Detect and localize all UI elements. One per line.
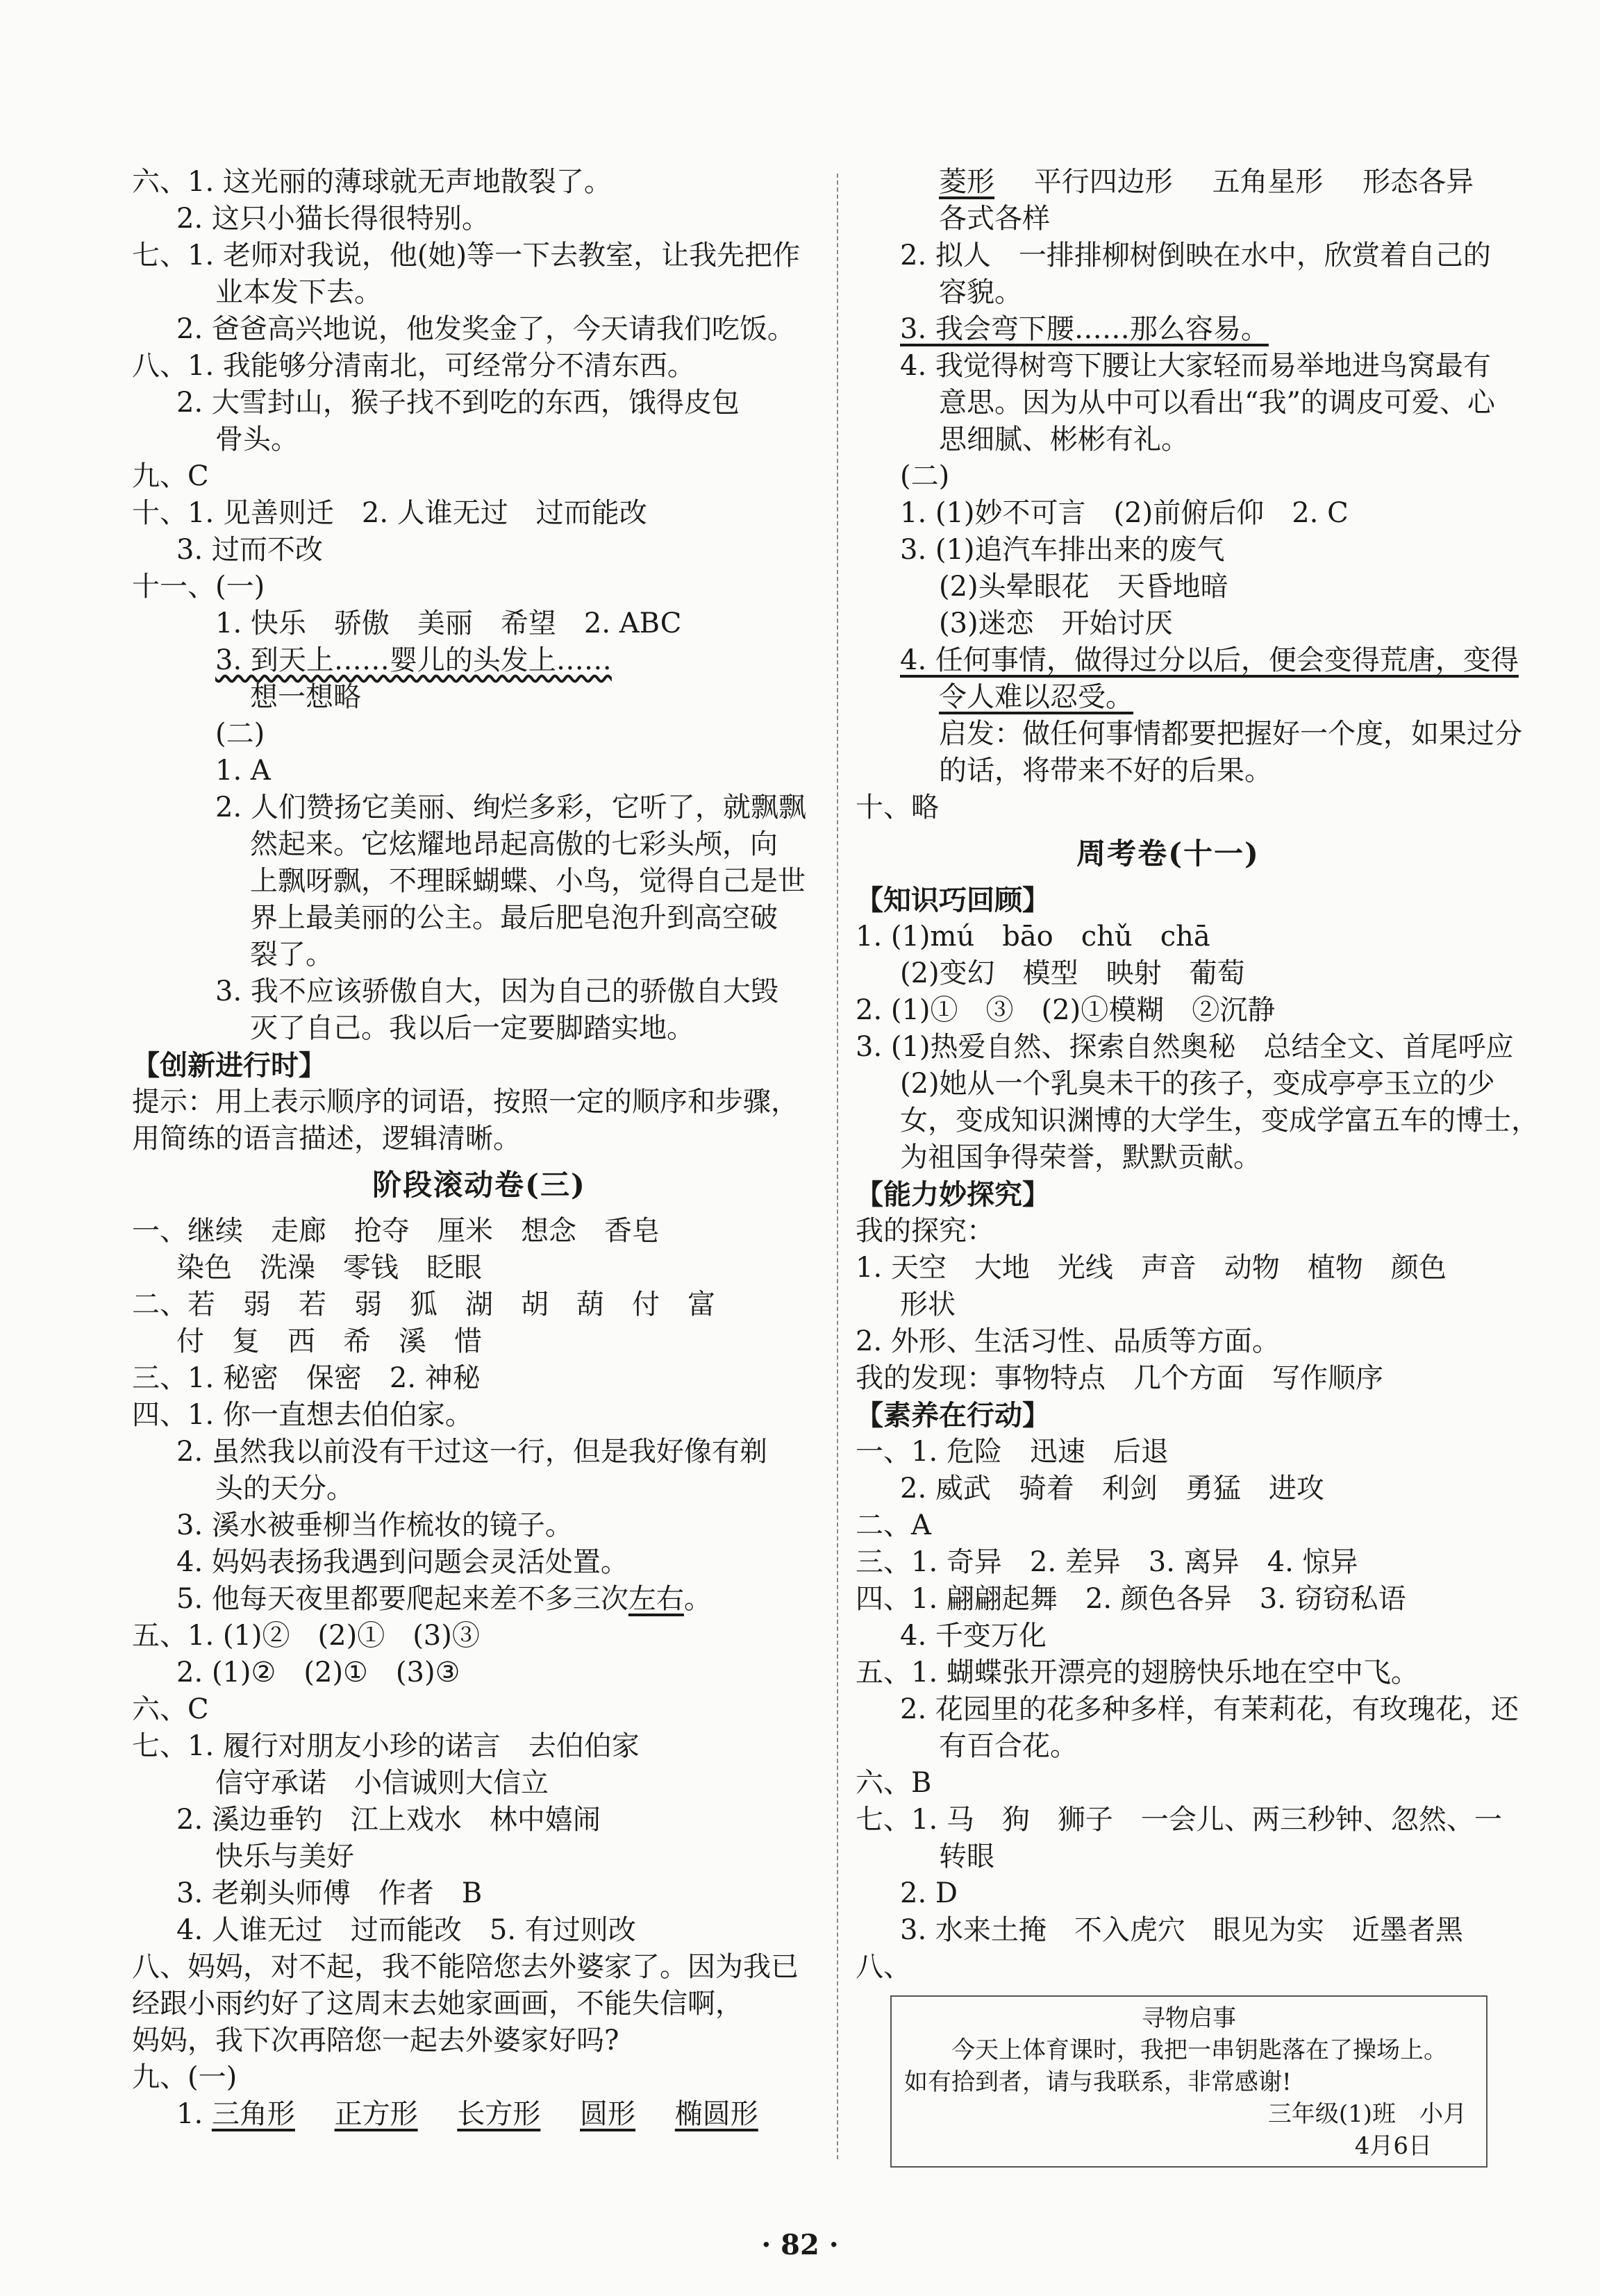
left-column — [132, 164, 826, 2133]
underlined-answer: 3. 我会弯下腰……那么容易。 — [900, 313, 1269, 345]
answer-line: 3. (1)热爱自然、探索自然奥秘 总结全文、首尾呼应 — [856, 1031, 1514, 1063]
answer-line: 七、1. 马 狗 狮子 一会儿、两三秒钟、忽然、一 — [856, 1804, 1502, 1836]
answer-line: 形状 — [900, 1289, 956, 1321]
answer-line: 3. (1)追汽车排出来的废气 — [900, 534, 1225, 566]
shape-answer: 圆形 — [580, 2098, 636, 2130]
answer-line: 2. 花园里的花多种多样，有茉莉花，有玫瑰花，还 — [900, 1693, 1519, 1725]
answer-line: 转眼 — [939, 1841, 994, 1872]
answer-line: 1. 天空 大地 光线 声音 动物 植物 颜色 — [856, 1252, 1447, 1284]
section-heading: 【素养在行动】 — [856, 1399, 1050, 1432]
answer-line: (二) — [900, 460, 950, 492]
circled-answer: 左右 — [628, 1583, 684, 1615]
answer-line: 想一想略 — [250, 681, 361, 713]
answer-line: 然起来。它炫耀地昂起高傲的七彩头颅，向 — [250, 828, 778, 860]
answer-line: 3. 我不应该骄傲自大，因为自己的骄傲自大毁 — [215, 975, 778, 1007]
answer-line: 信守承诺 小信诚则大信立 — [215, 1767, 549, 1799]
answer-line: 妈妈，我下次再陪您一起去外婆家好吗? — [132, 2025, 619, 2056]
answer-line: 4. 妈妈表扬我遇到问题会灵活处置。 — [176, 1546, 628, 1578]
answer-line — [856, 311, 1481, 348]
answer-line: 一、1. 危险 迅速 后退 — [856, 1436, 1169, 1468]
wavy-underlined-answer: 3. 到天上……婴儿的头发上…… — [215, 644, 612, 676]
answer-line: 2. 人们赞扬它美丽、绚烂多彩，它听了，就飘飘 — [215, 791, 806, 823]
answer-line: 八、1. 我能够分清南北，可经常分不清东西。 — [132, 350, 695, 382]
answer-line: 五、1. 蝴蝶张开漂亮的翅膀快乐地在空中飞。 — [856, 1657, 1419, 1689]
answer-line: 骨头。 — [215, 424, 299, 455]
answer-part: 。 — [683, 1583, 712, 1615]
answer-line: 1. (1)妙不可言 (2)前俯后仰 2. C — [900, 497, 1349, 529]
answer-part: 2. 人谁无过 过而能改 — [361, 497, 647, 529]
answer-line: 九、C — [132, 460, 209, 492]
notice-body: 今天上体育课时，我把一串钥匙落在了操场上。 — [951, 2036, 1447, 2064]
answer-line: 四、1. 翩翩起舞 2. 颜色各异 3. 窃窃私语 — [856, 1583, 1406, 1615]
answer-line: 四、1. 你一直想去伯伯家。 — [132, 1399, 473, 1431]
answer-line: 六、C — [132, 1693, 209, 1725]
answer-line: 界上最美丽的公主。最后肥皂泡升到高空破 — [250, 902, 778, 934]
answer-line: 4. 千变万化 — [900, 1620, 1047, 1652]
answer-line: 容貌。 — [939, 276, 1022, 308]
underlined-answer: 4. 任何事情，做得过分以后，便会变得荒唐，变得 — [900, 644, 1519, 676]
answer-line: 2. 威武 骑着 利剑 勇猛 进攻 — [900, 1473, 1324, 1505]
answer-line: 女，变成知识渊博的大学生，变成学富五车的博士， — [900, 1105, 1539, 1137]
answer-line: 启发：做任何事情都要把握好一个度，如果过分 — [939, 718, 1522, 750]
answer-line: 1. 快乐 骄傲 美丽 希望 2. ABC — [215, 607, 682, 639]
answer-line: 五、1. (1)② (2)① (3)③ — [132, 1620, 480, 1652]
answer-line: 提示：用上表示顺序的词语，按照一定的顺序和步骤， — [132, 1086, 799, 1118]
notice-date: 4月6日 — [1354, 2132, 1432, 2160]
answer-line: 二、A — [856, 1509, 931, 1541]
section-heading: 【创新进行时】 — [132, 1049, 326, 1082]
answer-line: 灭了自己。我以后一定要脚踏实地。 — [250, 1012, 694, 1044]
paper-title: 阶段滚动卷(三) — [372, 1168, 586, 1202]
answer-line: 六、B — [856, 1767, 932, 1799]
answer-line — [132, 495, 826, 532]
answer-line: 2. 拟人 一排排柳树倒映在水中，欣赏着自己的 — [900, 240, 1491, 271]
answer-line: 染色 洗澡 零钱 眨眼 — [176, 1252, 482, 1284]
answer-line: 我的发现：事物特点 几个方面 写作顺序 — [856, 1362, 1383, 1394]
answer-line: 2. D — [900, 1877, 958, 1909]
column-divider — [837, 174, 838, 2159]
answer-line: 一、继续 走廊 抢夺 厘米 想念 香皂 — [132, 1215, 660, 1247]
page-number: · 82 · — [761, 2229, 839, 2261]
answer-line — [132, 642, 826, 679]
notice-title: 寻物启事 — [1142, 2004, 1236, 2032]
answer-line: 七、1. 履行对朋友小珍的诺言 去伯伯家 — [132, 1730, 640, 1762]
answer-line: (二) — [215, 718, 265, 750]
answer-line: 八、 — [856, 1951, 911, 1983]
answer-part: 1. — [176, 2098, 203, 2130]
notice-body: 如有拾到者，请与我联系，非常感谢! — [904, 2068, 1292, 2096]
section-heading: 【知识巧回顾】 — [856, 884, 1050, 916]
answer-line: 2. 大雪封山，猴子找不到吃的东西，饿得皮包 — [176, 387, 740, 419]
answer-line: 三、1. 奇异 2. 差异 3. 离异 4. 惊异 — [856, 1546, 1358, 1578]
answer-line — [132, 2096, 826, 2133]
answer-line: 2. 虽然我以前没有干过这一行，但是我好像有剃 — [176, 1436, 767, 1468]
answer-line: 2. 这只小猫长得很特别。 — [176, 203, 490, 235]
answer-line: 3. 老剃头师傅 作者 B — [176, 1877, 483, 1909]
answer-line: 有百合花。 — [939, 1730, 1078, 1762]
answer-line: 用简练的语言描述，逻辑清晰。 — [132, 1123, 521, 1155]
right-column — [856, 164, 1539, 2168]
answer-line — [132, 1581, 826, 1618]
answer-line: 头的天分。 — [215, 1473, 354, 1505]
answer-line: (2)她从一个乳臭未干的孩子，变成亭亭玉立的少 — [900, 1068, 1495, 1100]
answer-line: 为祖国争得荣誉，默默贡献。 — [900, 1141, 1261, 1173]
answer-line: 经跟小雨约好了这周末去她家画画，不能失信啊， — [132, 1988, 743, 2020]
answer-line: 4. 我觉得树弯下腰让大家轻而易举地进鸟窝最有 — [900, 350, 1491, 382]
answer-line: 2. (1)② (2)① (3)③ — [176, 1657, 460, 1689]
answer-line: 上飘呀飘，不理睬蝴蝶、小鸟，觉得自己是世 — [250, 865, 806, 897]
answer-line: 1. (1)mú bāo chǔ chā — [856, 921, 1210, 953]
answer-line: 付 复 西 希 溪 惜 — [176, 1325, 482, 1357]
answer-line: 4. 人谁无过 过而能改 5. 有过则改 — [176, 1914, 636, 1946]
answer-line: 1. A — [215, 755, 271, 787]
answer-line — [856, 642, 1519, 679]
underlined-answer: 令人难以忍受。 — [939, 681, 1133, 713]
shape-answer: 长方形 — [457, 2098, 541, 2130]
paper-title: 周考卷(十一) — [1076, 837, 1260, 871]
answer-part: 平行四边形 — [1033, 166, 1173, 198]
shape-answer: 椭圆形 — [674, 2098, 758, 2130]
answer-line: 的话，将带来不好的后果。 — [939, 755, 1272, 787]
answer-line — [856, 164, 1481, 201]
answer-line: 六、1. 这光丽的薄球就无声地散裂了。 — [132, 166, 612, 198]
answer-line: 业本发下去。 — [215, 276, 382, 308]
answer-line: 十一、(一) — [132, 571, 265, 603]
answer-line: 意思。因为从中可以看出“我”的调皮可爱、心 — [939, 387, 1495, 419]
answer-line: 二、若 弱 若 弱 狐 湖 胡 葫 付 富 — [132, 1289, 715, 1321]
answer-line: 2. 外形、生活习性、品质等方面。 — [856, 1325, 1280, 1357]
answer-part: 形态各异 — [1362, 166, 1474, 198]
answer-line: 裂了。 — [250, 939, 333, 971]
answer-line: 各式各样 — [939, 203, 1050, 235]
answer-line: 快乐与美好 — [215, 1841, 354, 1872]
shape-answer: 正方形 — [334, 2098, 418, 2130]
answer-part: 五角星形 — [1212, 166, 1324, 198]
answer-line: 2. 溪边垂钓 江上戏水 林中嬉闹 — [176, 1804, 601, 1836]
section-heading: 【能力妙探究】 — [856, 1178, 1050, 1211]
answer-line: 七、1. 老师对我说，他(她)等一下去教室，让我先把作 — [132, 240, 801, 271]
notice-signature: 三年级(1)班 小月 — [1267, 2100, 1467, 2128]
lost-item-notice — [890, 1995, 1488, 2168]
answer-line: 八、妈妈，对不起，我不能陪您去外婆家了。因为我已 — [132, 1951, 799, 1983]
answer-line: 思细腻、彬彬有礼。 — [939, 424, 1189, 455]
answer-line: 十、略 — [856, 791, 939, 823]
answer-line: 2. (1)① ③ (2)①模糊 ②沉静 — [856, 994, 1276, 1026]
answer-line: 2. 爸爸高兴地说，他发奖金了，今天请我们吃饭。 — [176, 313, 795, 345]
answer-line: 九、(一) — [132, 2061, 238, 2093]
answer-part: 5. 他每天夜里都要爬起来差不多三次 — [176, 1583, 628, 1615]
shape-answer: 菱形 — [939, 166, 994, 198]
answer-line — [856, 679, 1481, 716]
answer-line: 3. 水来土掩 不入虎穴 眼见为实 近墨者黑 — [900, 1914, 1463, 1946]
answer-line: (3)迷恋 开始讨厌 — [939, 607, 1173, 639]
answer-line: 三、1. 秘密 保密 2. 神秘 — [132, 1362, 481, 1394]
answer-line: (2)头晕眼花 天昏地暗 — [939, 571, 1228, 603]
answer-line: 3. 过而不改 — [176, 534, 323, 566]
answer-line: (2)变幻 模型 映射 葡萄 — [900, 957, 1245, 989]
answer-part: 十、1. 见善则迁 — [132, 497, 334, 529]
answer-line: 3. 溪水被垂柳当作梳妆的镜子。 — [176, 1509, 573, 1541]
shape-answer: 三角形 — [211, 2098, 295, 2130]
answer-line: 我的探究： — [856, 1215, 994, 1247]
